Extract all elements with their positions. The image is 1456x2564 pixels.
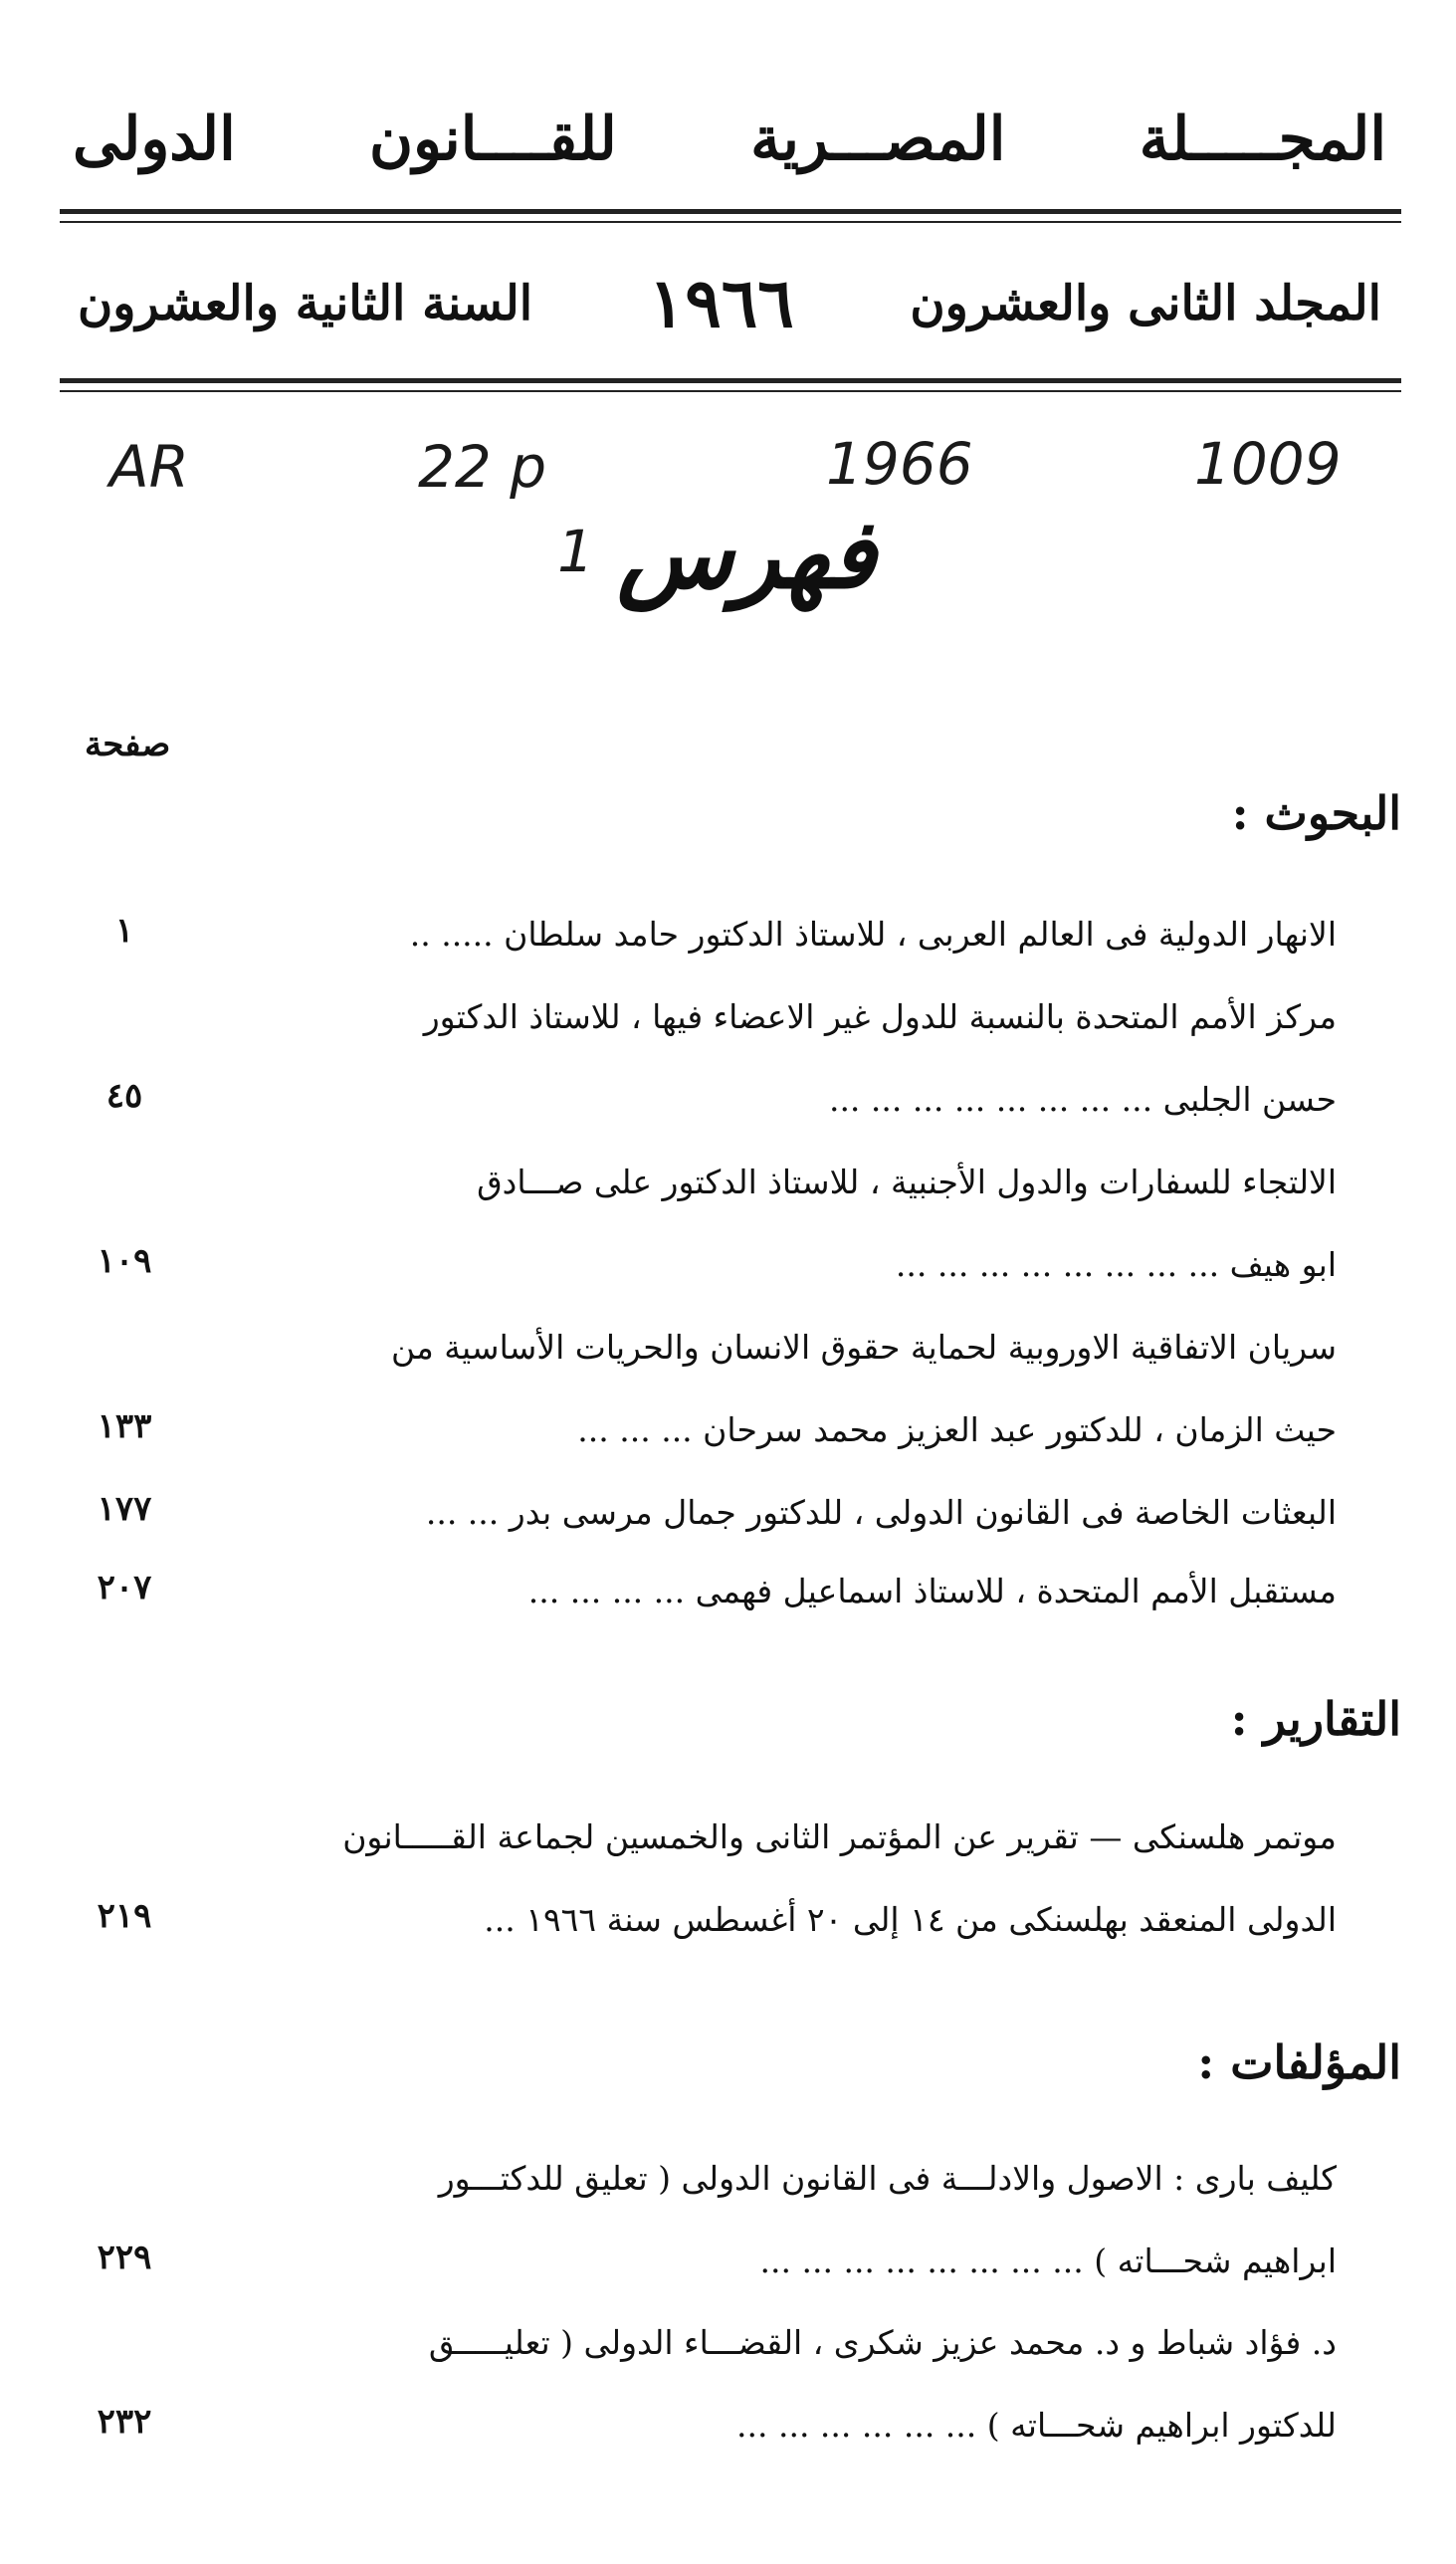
handwritten-mark-c: 1966 — [826, 430, 973, 498]
toc-line: ابو هيف ... ... ... ... ... ... ... ... — [895, 1245, 1337, 1284]
section-title-reports: التقارير : — [1230, 1692, 1401, 1746]
year: ١٩٦٦ — [648, 264, 794, 343]
toc-line: سريان الاتفاقية الاوروبية لحماية حقوق الانسان والحريات الأساسية من — [390, 1328, 1337, 1367]
journal-title — [73, 105, 1386, 174]
handwritten-mark-a: AR — [109, 433, 189, 501]
toc-page-number: ٢٢٩ — [97, 2238, 152, 2277]
toc-page-number: ٢١٩ — [97, 1896, 152, 1936]
header-rule-bottom-2 — [60, 390, 1401, 392]
journal-title-word: الدولى — [73, 105, 236, 174]
toc-line: كليف بارى : الاصول والادلـــة فى القانون الدولى ( تعليق للدكتـــور — [438, 2159, 1337, 2198]
toc-page-number: ١ — [114, 911, 134, 951]
toc-line: الانهار الدولية فى العالم العربى ، للاستاذ الدكتور حامد سلطان ..... .. — [409, 915, 1337, 954]
toc-line: البعثات الخاصة فى القانون الدولى ، للدكتور جمال مرسى بدر ... ... — [425, 1493, 1337, 1532]
toc-page-number: ١٧٧ — [97, 1489, 152, 1529]
toc-line: حيث الزمان ، للدكتور عبد العزيز محمد سرحان ... ... ... — [577, 1410, 1337, 1449]
toc-line: ابراهيم شحـــاته ) ... ... ... ... ... ... ... ... — [759, 2242, 1337, 2280]
toc-page-number: ١٣٣ — [97, 1406, 152, 1446]
journal-title-word: للقــــانون — [368, 105, 617, 174]
toc-line: موتمر هلسنكى — تقرير عن المؤتمر الثانى والخمسين لجماعة القـــــانون — [342, 1817, 1337, 1856]
handwritten-mark-d: 1009 — [1194, 430, 1342, 498]
toc-line: مركز الأمم المتحدة بالنسبة للدول غير الاعضاء فيها ، للاستاذ الدكتور — [423, 997, 1337, 1036]
handwritten-mark-b: 22 p — [418, 433, 547, 501]
journal-title-word: المصـــرية — [750, 105, 1006, 174]
toc-line: د. فؤاد شباط و د. محمد عزيز شكرى ، القضـــاء الدولى ( تعليـــــق — [428, 2323, 1337, 2362]
header-rule-top-1 — [60, 209, 1401, 214]
toc-line: مستقبل الأمم المتحدة ، للاستاذ اسماعيل فهمى ... ... ... ... — [527, 1572, 1337, 1610]
toc-line: الالتجاء للسفارات والدول الأجنبية ، للاستاذ الدكتور على صـــادق — [477, 1163, 1337, 1201]
page-column-label: صفحة — [85, 725, 171, 764]
index-title: فهرس — [616, 498, 877, 610]
volume-row — [78, 264, 1381, 343]
toc-page-number: ٤٥ — [105, 1076, 143, 1116]
year-label: السنة الثانية والعشرون — [78, 276, 533, 331]
journal-title-word: المجـــــلة — [1139, 105, 1386, 174]
toc-page-number: ٢٠٧ — [97, 1568, 152, 1607]
toc-line: الدولى المنعقد بهلسنكى من ١٤ إلى ٢٠ أغسطس سنة ١٩٦٦ ... — [484, 1900, 1337, 1939]
toc-line: للدكتور ابراهيم شحـــاته ) ... ... ... ... ... ... — [736, 2406, 1337, 2445]
header-rule-top-2 — [60, 221, 1401, 223]
toc-line: حسن الجلبى ... ... ... ... ... ... ... ... — [828, 1080, 1337, 1119]
toc-page-number: ٢٣٢ — [97, 2402, 152, 2442]
section-title-research: البحوث : — [1231, 786, 1401, 840]
section-title-books: المؤلفات : — [1197, 2035, 1401, 2089]
header-rule-bottom-1 — [60, 378, 1401, 383]
volume-label: المجلد الثانى والعشرون — [910, 276, 1381, 331]
handwritten-mark-e: 1 — [557, 518, 594, 585]
toc-page-number: ١٠٩ — [97, 1241, 152, 1281]
